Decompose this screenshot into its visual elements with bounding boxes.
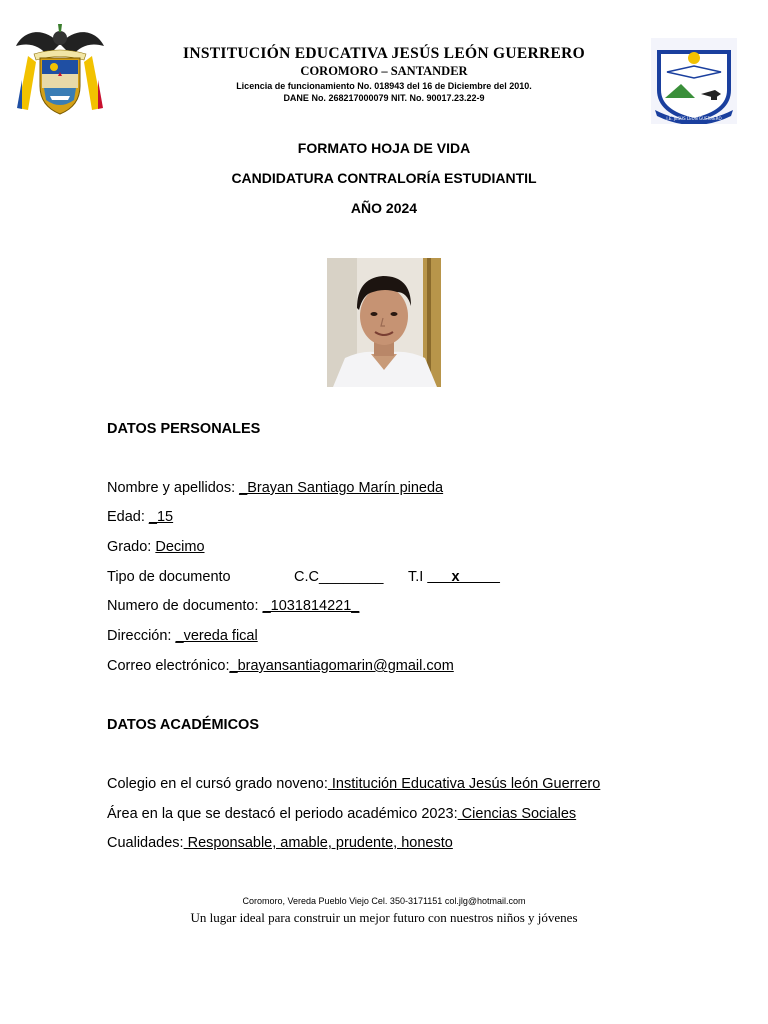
ti-label: T.I xyxy=(408,569,428,585)
email-value[interactable]: _brayansantiagomarin@gmail.com xyxy=(229,658,454,674)
name-row xyxy=(107,480,443,496)
form-year: AÑO 2024 xyxy=(350,200,418,216)
institution-name: INSTITUCIÓN EDUCATIVA JESÚS LEÓN GUERRERO xyxy=(183,45,585,62)
doc-number-label: Numero de documento: xyxy=(107,598,263,614)
area-row xyxy=(107,806,576,822)
qualities-label: Cualidades: xyxy=(107,835,184,851)
name-value: _Brayan Santiago Marín pineda xyxy=(239,480,444,496)
ti-value: ___x_____ xyxy=(427,569,500,585)
email-row xyxy=(107,658,454,674)
cc-label: C.C________ xyxy=(294,569,384,585)
doc-type-row xyxy=(107,569,231,585)
grade-row xyxy=(107,539,205,555)
ti-option xyxy=(408,569,500,585)
school-row xyxy=(107,776,600,792)
name-label: Nombre y apellidos: xyxy=(107,480,240,496)
doc-number-row xyxy=(107,598,359,614)
academic-data-heading: DATOS ACADÉMICOS xyxy=(107,717,259,733)
personal-data-heading: DATOS PERSONALES xyxy=(107,421,261,437)
age-row xyxy=(107,509,173,525)
email-label: Correo electrónico: xyxy=(107,658,230,674)
footer-contact: Coromoro, Vereda Pueblo Viejo Cel. 350-3171151 col.jlg@hotmail.com xyxy=(242,896,526,906)
age-label: Edad: xyxy=(107,509,149,525)
footer-motto: Un lugar ideal para construir un mejor futuro con nuestros niños y jóvenes xyxy=(190,910,578,925)
grade-value: Decimo xyxy=(155,539,205,555)
candidate-photo xyxy=(327,258,441,387)
cc-option xyxy=(294,569,384,585)
school-label: Colegio en el cursó grado noveno: xyxy=(107,776,328,792)
institution-dane: DANE No. 268217000079 NIT. No. 90017.23.22-9 xyxy=(283,93,485,103)
address-label: Dirección: xyxy=(107,628,176,644)
form-subtitle: CANDIDATURA CONTRALORÍA ESTUDIANTIL xyxy=(231,170,537,186)
school-value: Institución Educativa Jesús león Guerrero xyxy=(327,776,601,792)
area-value: Ciencias Sociales xyxy=(457,806,577,822)
doc-number-value: _1031814221_ xyxy=(262,598,360,614)
area-label: Área en la que se destacó el periodo académico 2023: xyxy=(107,806,458,822)
age-value: _15 xyxy=(148,509,174,525)
qualities-row xyxy=(107,835,453,851)
address-row xyxy=(107,628,258,644)
address-value: _vereda fical xyxy=(175,628,258,644)
form-title: FORMATO HOJA DE VIDA xyxy=(297,140,471,156)
school-logo-banner: I.E. JESÚS LEÓN GUERRERO xyxy=(666,116,722,121)
grade-label: Grado: xyxy=(107,539,156,555)
doc-type-label: Tipo de documento xyxy=(107,569,231,585)
qualities-value: Responsable, amable, prudente, honesto xyxy=(183,835,453,851)
institution-license: Licencia de funcionamiento No. 018943 del 16 de Diciembre del 2010. xyxy=(236,81,532,91)
institution-place: COROMORO – SANTANDER xyxy=(300,64,468,78)
